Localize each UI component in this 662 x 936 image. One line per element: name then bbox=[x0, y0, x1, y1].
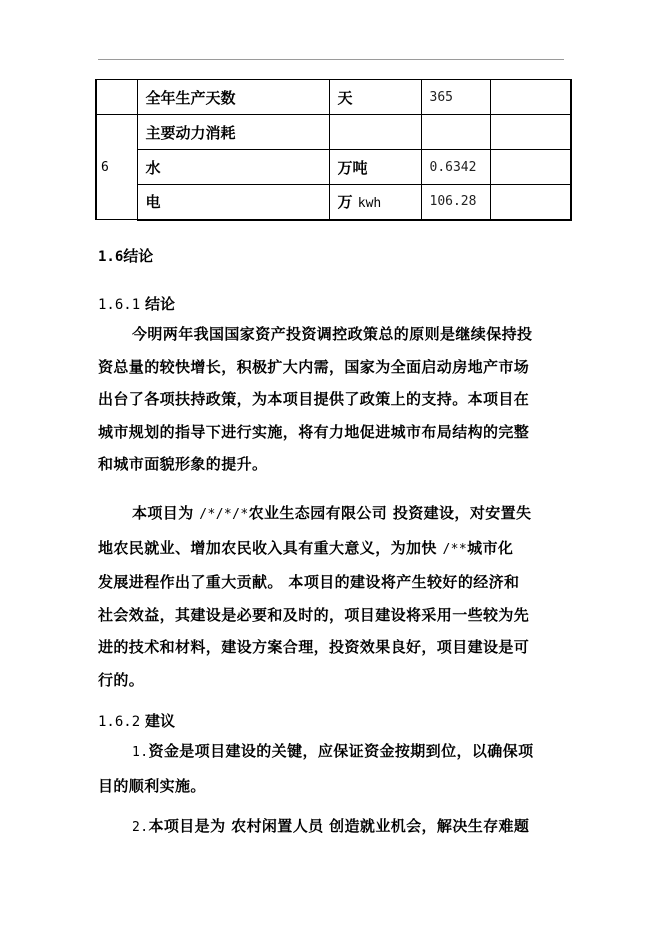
table-cell-note bbox=[490, 80, 571, 115]
table-cell-item: 电 bbox=[137, 185, 329, 220]
text-run: 本项目是为 农村闲置人员 创造就业机会，解决生存难题 bbox=[148, 817, 530, 835]
section-1-6-1-heading bbox=[98, 293, 175, 314]
paragraph-line bbox=[98, 497, 566, 532]
text-run: 地农民就业、增加农民收入具有重大意义，为加快 bbox=[98, 538, 437, 557]
paragraph-line bbox=[98, 810, 566, 845]
text-run: 资金是项目建设的关键，应保证资金按期到位，以确保项 bbox=[148, 742, 534, 760]
paragraph-line: 今明两年我国国家资产投资调控政策总的原则是继续保持投 bbox=[132, 325, 533, 343]
table-cell-note bbox=[490, 115, 571, 150]
table-cell-unit: 万吨 bbox=[329, 150, 421, 185]
table-cell-note bbox=[490, 185, 571, 220]
table-cell-note bbox=[490, 150, 571, 185]
paragraph-line: 资总量的较快增长，积极扩大内需，国家为全面启动房地产市场 bbox=[98, 357, 530, 376]
header-rule bbox=[98, 59, 564, 60]
table-row bbox=[96, 115, 571, 150]
table-cell-value: 106.28 bbox=[421, 185, 490, 220]
text-run: 农业生态园有限公司 投资建设，对安置失 bbox=[248, 504, 532, 522]
table-row bbox=[96, 150, 571, 185]
paragraph-line: 社会效益，其建设是必要和及时的，项目建设将采用一些较为先 bbox=[98, 605, 530, 624]
text-run: /*/*/* bbox=[199, 507, 249, 522]
section-number: 1.6 bbox=[98, 249, 124, 265]
paragraph-line: 出台了各项扶持政策，为本项目提供了政策上的支持。本项目在 bbox=[98, 390, 530, 408]
table-cell-item: 全年生产天数 bbox=[137, 80, 329, 115]
table-cell-value bbox=[421, 115, 490, 150]
table-row bbox=[96, 185, 571, 220]
section-title: 建议 bbox=[144, 712, 175, 730]
paragraph-line bbox=[98, 735, 566, 770]
table-cell-unit bbox=[329, 115, 421, 150]
section-title: 结论 bbox=[123, 247, 154, 265]
paragraph-line: 城市规划的指导下进行实施，将有力地促进城市布局结构的完整 bbox=[98, 422, 530, 441]
paragraph-line: 发展进程作出了重大贡献。 本项目的建设将产生较好的经济和 bbox=[98, 573, 520, 591]
table-cell-value: 0.6342 bbox=[421, 150, 490, 185]
section-1-6-2-heading bbox=[98, 710, 175, 731]
section-title: 结论 bbox=[144, 295, 175, 313]
item-number: 2. bbox=[132, 820, 149, 835]
table-cell-index bbox=[96, 80, 137, 115]
paragraph-line: 和城市面貌形象的提升。 bbox=[98, 455, 268, 473]
table-cell-unit: 天 bbox=[329, 80, 421, 115]
text-run: 本项目为 bbox=[132, 504, 194, 522]
text-run: /** bbox=[442, 541, 468, 557]
paragraph-line: 进的技术和材料，建设方案合理，投资效果良好，项目建设是可 bbox=[98, 638, 530, 656]
table-cell-index: 6 bbox=[96, 115, 137, 220]
paragraph-line: 行的。 bbox=[98, 670, 145, 689]
item-number: 1. bbox=[132, 745, 149, 760]
section-1-6-heading bbox=[98, 245, 153, 266]
conclusion-paragraph-1 bbox=[98, 318, 566, 481]
text-run: 城市化 bbox=[467, 538, 514, 557]
consumption-table bbox=[95, 79, 572, 221]
paragraph-line bbox=[98, 532, 566, 567]
table-cell-value: 365 bbox=[421, 80, 490, 115]
table-row bbox=[96, 80, 571, 115]
table-cell-unit bbox=[329, 185, 421, 220]
paragraph-line: 目的顺利实施。 bbox=[98, 776, 206, 795]
suggestion-item-2 bbox=[98, 810, 566, 845]
table-cell-item: 主要动力消耗 bbox=[137, 115, 329, 150]
table-cell-item: 水 bbox=[137, 150, 329, 185]
section-number: 1.6.2 bbox=[98, 714, 141, 730]
suggestion-item-1 bbox=[98, 735, 566, 802]
unit-en: kwh bbox=[357, 196, 382, 212]
section-number: 1.6.1 bbox=[98, 297, 141, 313]
conclusion-paragraph-2 bbox=[98, 497, 566, 696]
unit-cn: 万 bbox=[337, 193, 353, 212]
